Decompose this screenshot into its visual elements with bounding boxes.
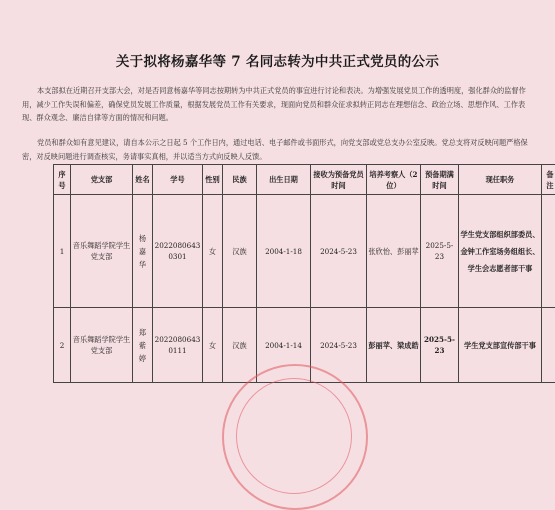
- row-number: 1: [54, 195, 71, 308]
- position-cell: 学生党支部宣传部干事: [459, 308, 542, 383]
- name-text: 杨嘉华: [139, 232, 147, 271]
- header-cell: 民族: [223, 165, 257, 195]
- gender-cell: 女: [203, 308, 223, 383]
- header-cell: 序号: [54, 165, 71, 195]
- remark-cell: [542, 195, 555, 308]
- branch-cell: 音乐舞蹈学院学生党支部: [71, 308, 133, 383]
- joined-cell: 2024-5-23: [311, 308, 367, 383]
- name-cell: [133, 195, 153, 308]
- table-row: [54, 195, 555, 308]
- expiry-cell: 2025-5-23: [421, 308, 459, 383]
- notice-paragraph-1: 本支部拟在近期召开支部大会，对是否同意杨嘉华等同志按期转为中共正式党员的事宜进行讨论和表决。为增强发展党员工作的透明度，强化群众的监督作用，减少工作失误和偏差，确保党员发展工作质量，根据发展党员工作有关要求，现面向党员和群众征求拟转正同志在理想信念、政治立场、思想作风、工作表现、群众观念、廉洁自律等方面的情况和问题。: [22, 84, 534, 125]
- notice-title: 关于拟将杨嘉华等 7 名同志转为中共正式党员的公示: [0, 50, 555, 70]
- student-id-cell: 20220806430111: [153, 308, 203, 383]
- header-cell: 培养考察人（2位）: [367, 165, 421, 195]
- red-seal-stamp: [222, 364, 368, 510]
- header-cell: 姓名: [133, 165, 153, 195]
- position-cell: 学生党支部组织部委员、金钟工作室场务组组长、学生会志愿者部干事: [459, 195, 542, 308]
- name-cell: [133, 308, 153, 383]
- header-cell: 党支部: [71, 165, 133, 195]
- member-table: [53, 164, 555, 383]
- ethnicity-cell: 汉族: [223, 308, 257, 383]
- expiry-cell: 2025-5-23: [421, 195, 459, 308]
- table-header-row: [54, 165, 555, 195]
- joined-cell: 2024-5-23: [311, 195, 367, 308]
- birth-cell: 2004-1-14: [257, 308, 311, 383]
- header-cell: 接收为预备党员时间: [311, 165, 367, 195]
- header-cell: 学号: [153, 165, 203, 195]
- mentors-cell: 彭丽苹、梁成皓: [367, 308, 421, 383]
- header-cell: 预备期满时间: [421, 165, 459, 195]
- ethnicity-cell: 汉族: [223, 195, 257, 308]
- remark-cell: [542, 308, 555, 383]
- notice-paragraph-2: 党员和群众如有意见建议，请自本公示之日起 5 个工作日内，通过电话、电子邮件或书面形式，向党支部或党总支办公室反映。党总支将对反映问题严格保密，对反映问题进行调查核实，务请事实真相，并以适当方式向反映人反馈。: [22, 136, 534, 163]
- header-cell: 出生日期: [257, 165, 311, 195]
- branch-cell: 音乐舞蹈学院学生党支部: [71, 195, 133, 308]
- student-id-cell: 20220806430301: [153, 195, 203, 308]
- name-text: 郑紫婷: [139, 326, 147, 365]
- gender-cell: 女: [203, 195, 223, 308]
- header-cell: 性别: [203, 165, 223, 195]
- birth-cell: 2004-1-18: [257, 195, 311, 308]
- header-cell: 备注: [542, 165, 555, 195]
- seal-inner-ring: [236, 378, 352, 494]
- mentors-cell: 张欣怡、彭丽苹: [367, 195, 421, 308]
- row-number: 2: [54, 308, 71, 383]
- header-cell: 现任职务: [459, 165, 542, 195]
